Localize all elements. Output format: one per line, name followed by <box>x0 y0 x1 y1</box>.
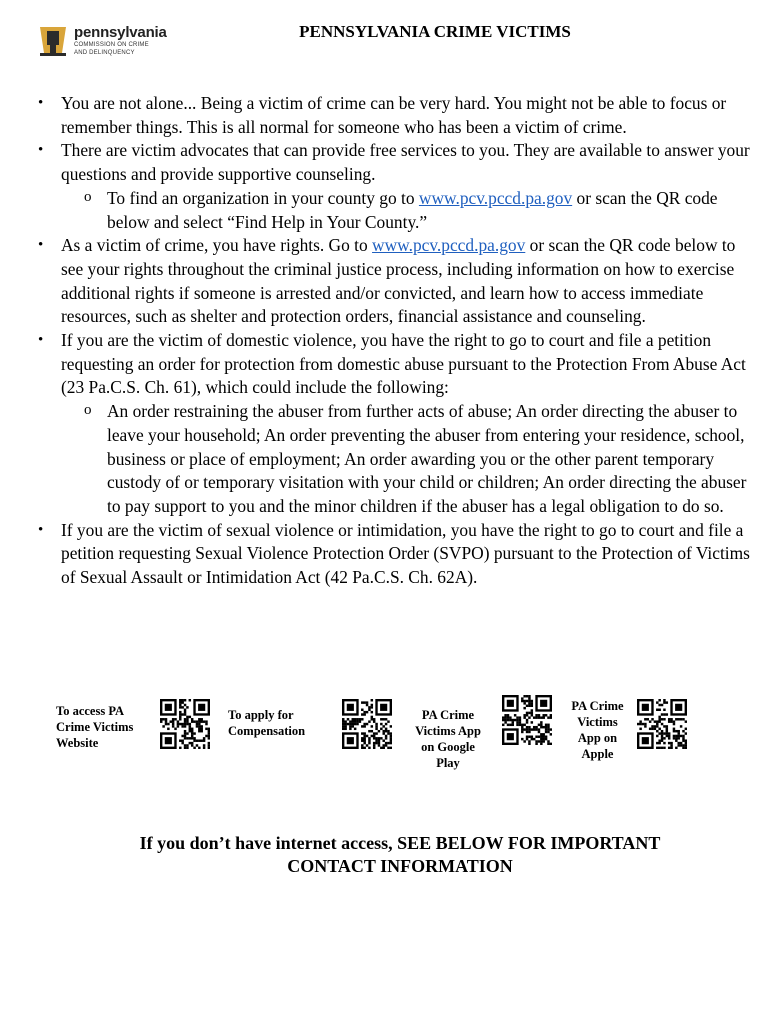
bullet-not-alone <box>36 92 756 139</box>
qr-label-website: To access PA Crime Victims Website <box>56 704 134 750</box>
bullet-text: There are victim advocates that can provide free services to you. They are available to answer your questions and provide supportive counseling. <box>61 140 750 185</box>
logo-name: pennsylvania <box>74 23 167 41</box>
logo-subtitle-line-2: AND DELINQUENCY <box>74 49 135 56</box>
sub-bullet-text-post: or scan the QR code below and select “Find Help in Your County.” <box>107 187 718 232</box>
pccd-logo <box>38 20 188 60</box>
footer-line-1: If you don’t have internet access, SEE BELOW FOR IMPORTANT <box>139 833 661 853</box>
bullet-text: If you are the victim of sexual violence or intimidation, you have the right to go to court and file a petition requesting Sexual Violence Protection Order (SVPO) pursuant to the Protection of Victims of Sexual Assault or Intimidation Act (42 Pa.C.S. Ch. 62A). <box>61 519 750 588</box>
keystone-logo-icon <box>38 23 68 57</box>
sub-bullet-text-pre: To find an organization in your county go to <box>107 187 419 208</box>
bullet-text-post: or scan the QR code below to see your rights throughout the criminal justice process, including information on how to exercise additional rights if someone is arrested and/or convicted, and learn how to access immediate resources, such as shelter and protection orders, financial assistance and counseling. <box>61 235 736 327</box>
qr-label-compensation: To apply for Compensation <box>228 708 306 738</box>
qr-code-compensation-icon[interactable] <box>342 699 392 749</box>
logo-subtitle-line-1: COMMISSION ON CRIME <box>74 41 149 48</box>
pcv-website-link-rights[interactable]: www.pcv.pccd.pa.gov <box>372 235 526 256</box>
footer-notice <box>60 832 740 878</box>
sub-bullet-protection-orders <box>61 400 756 519</box>
bullet-text-pre: As a victim of crime, you have rights. Go to <box>61 235 373 256</box>
sub-bullet-find-organization <box>61 187 756 234</box>
body-content <box>36 92 756 590</box>
pcv-website-link[interactable]: www.pcv.pccd.pa.gov <box>418 187 573 208</box>
qr-code-website-icon[interactable] <box>160 699 210 749</box>
bullet-victim-advocates <box>36 139 756 234</box>
bullet-text: If you are the victim of domestic violence, you have the right to go to court and file a petition requesting an order for protection from domestic abuse pursuant to the Protection From Abuse Act (23 Pa.C.S. Ch. 61), which could include the following: <box>61 330 746 398</box>
bullet-text: You are not alone... Being a victim of crime can be very hard. You might not be able to focus or remember things. This is all normal for someone who has been a victim of crime. <box>61 93 727 137</box>
bullet-victim-rights <box>36 234 756 329</box>
qr-code-row <box>0 695 770 795</box>
page-title: PENNSYLVANIA CRIME VICTIMS <box>299 22 571 41</box>
bullet-domestic-violence <box>36 329 756 519</box>
qr-label-apple: PA Crime Victims App on Apple <box>571 699 624 761</box>
footer-line-2: CONTACT INFORMATION <box>287 856 513 876</box>
qr-label-google-play: PA Crime Victims App on Google Play <box>415 708 481 770</box>
sub-bullet-text: An order restraining the abuser from further acts of abuse; An order directing the abuser to leave your household; An order preventing the abuser from entering your residence, school, business or place of employment; An order awarding you or the other parent temporary custody of or temporary visitation with your child or children; An order directing the abuser to pay support to you and the minor children if the abuser has a legal obligation to do so. <box>107 401 747 516</box>
bullet-sexual-violence <box>36 519 756 590</box>
qr-code-google-play-icon[interactable] <box>502 695 552 745</box>
qr-code-apple-icon[interactable] <box>637 699 687 749</box>
